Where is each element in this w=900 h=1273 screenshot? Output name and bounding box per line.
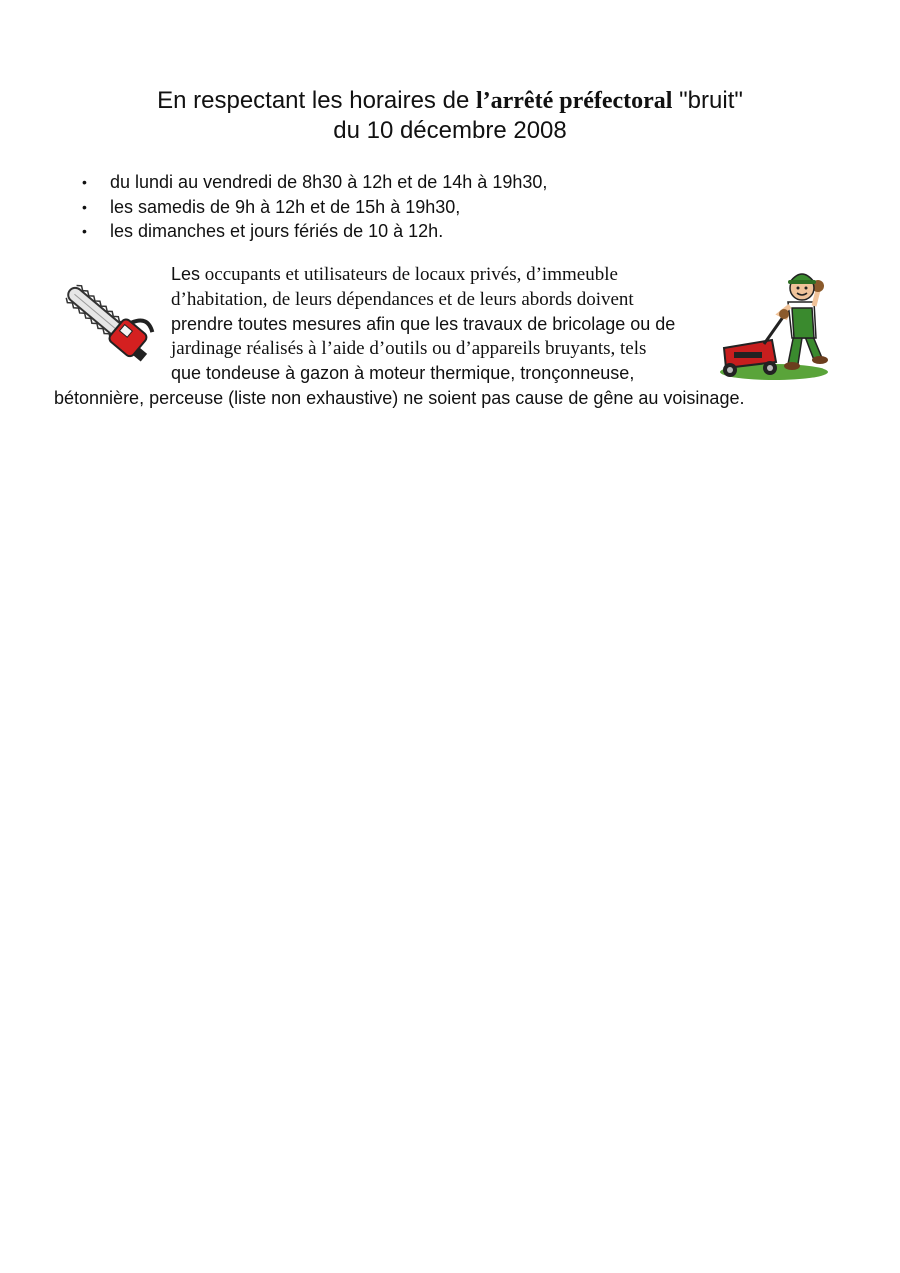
title-line-1 bbox=[0, 86, 900, 116]
notice-line-3: prendre toutes mesures afin que les travaux de bricolage ou de bbox=[171, 314, 676, 334]
list-item bbox=[80, 219, 547, 244]
title-part-1: En respectant les horaires de bbox=[157, 87, 476, 114]
notice-paragraph bbox=[54, 262, 834, 410]
notice-line-6: bétonnière, perceuse (liste non exhaustive) ne soient pas cause de gêne au voisinage. bbox=[54, 387, 745, 408]
schedule-list bbox=[80, 170, 547, 244]
list-item bbox=[80, 195, 547, 220]
notice-line-2: d’habitation, de leurs dépendances et de leurs abords doivent bbox=[171, 288, 634, 310]
bullet-icon: • bbox=[82, 223, 87, 239]
title-bruit: "bruit" bbox=[672, 87, 743, 114]
list-item bbox=[80, 170, 547, 195]
page-title bbox=[0, 86, 900, 146]
notice-line-4: jardinage réalisés à l’aide d’outils ou d’appareils bruyants, tels bbox=[171, 337, 647, 359]
schedule-weekdays: du lundi au vendredi de 8h30 à 12h et de 14h à 19h30, bbox=[110, 172, 548, 192]
notice-line-1 bbox=[54, 262, 834, 288]
bullet-icon: • bbox=[82, 174, 87, 190]
bullet-icon: • bbox=[82, 198, 87, 215]
notice-les: Les bbox=[171, 264, 201, 284]
notice-line-5: que tondeuse à gazon à moteur thermique, tronçonneuse, bbox=[171, 363, 635, 383]
schedule-sundays: les dimanches et jours fériés de 10 à 12h. bbox=[110, 221, 444, 241]
title-arrete: l’arrêté préfectoral bbox=[475, 88, 673, 114]
title-line-2: du 10 décembre 2008 bbox=[333, 117, 567, 144]
schedule-saturdays: les samedis de 9h à 12h et de 15h à 19h30, bbox=[110, 196, 461, 217]
notice-line-1-text: occupants et utilisateurs de locaux privés, d’immeuble bbox=[200, 264, 618, 285]
